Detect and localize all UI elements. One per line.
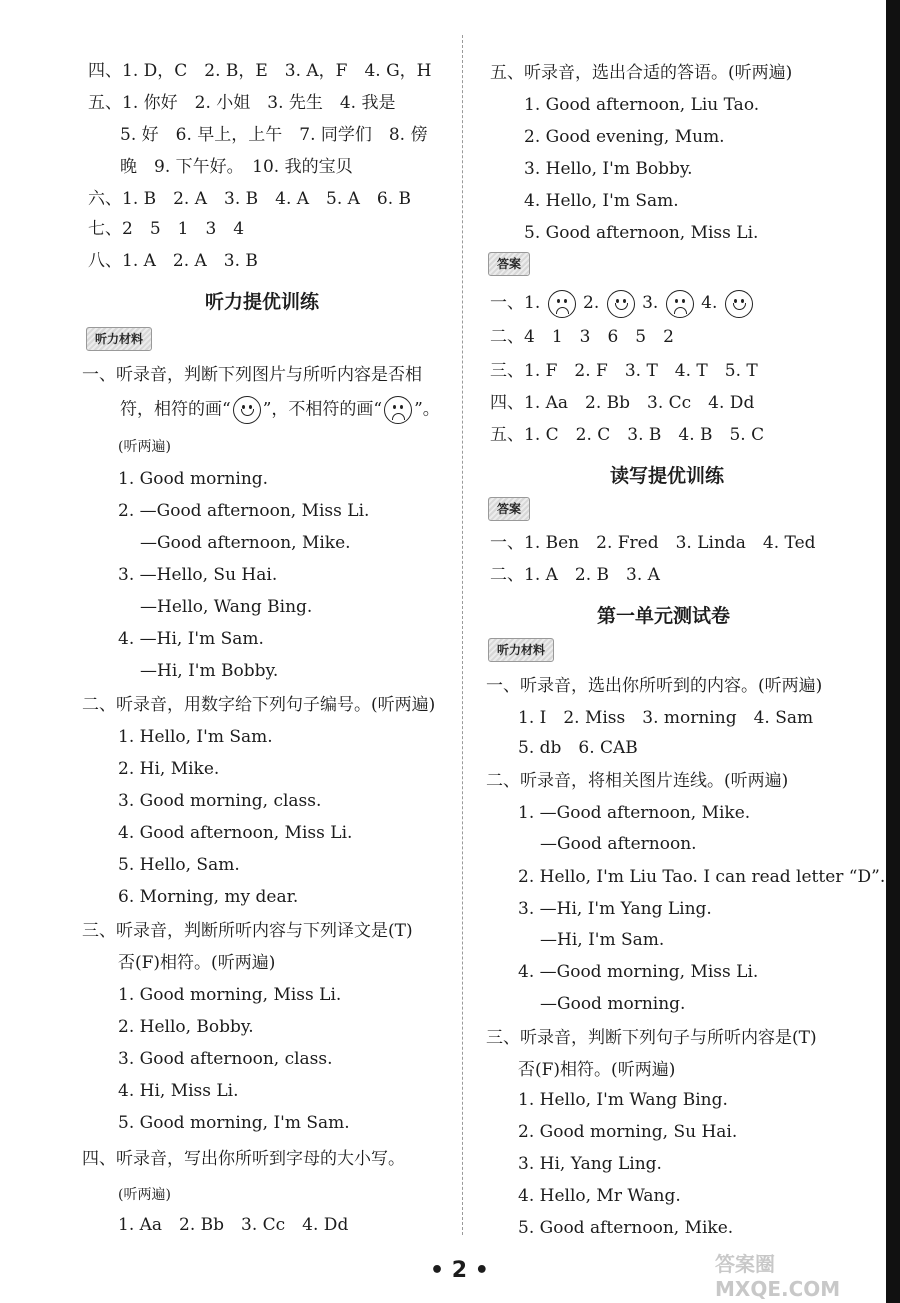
answer-prefix: 一、1.: [490, 293, 541, 313]
list-item: 1. Good afternoon, Liu Tao.: [524, 95, 760, 115]
question-title-line: 否(F)相符。(听两遍): [518, 1060, 676, 1080]
smiley-face-icon: [725, 290, 753, 318]
list-item: —Good afternoon, Mike.: [140, 533, 351, 553]
list-item: 2. Good morning, Su Hai.: [518, 1122, 738, 1142]
list-item: 1. Good morning, Miss Li.: [118, 985, 342, 1005]
list-item: 4. —Good morning, Miss Li.: [518, 962, 759, 982]
question-title: 五、听录音，选出合适的答语。(听两遍): [490, 63, 793, 83]
q1-text-b: ”，不相符的画“: [262, 399, 383, 420]
question-title-line: [120, 396, 440, 424]
answer-line: 五、1. C 2. C 3. B 4. B 5. C: [490, 425, 765, 445]
list-item: 3. Good morning, class.: [118, 791, 322, 811]
question-title: 三、听录音，判断所听内容与下列译文是(T): [82, 921, 413, 941]
list-item: 4. Hi, Miss Li.: [118, 1081, 239, 1101]
smiley-face-icon: [607, 290, 635, 318]
column-divider: [462, 35, 463, 1235]
answer-line: 二、4 1 3 6 5 2: [490, 327, 674, 347]
answer-line: 1. Aa 2. Bb 3. Cc 4. Dd: [118, 1215, 349, 1235]
answer-tag: 答案: [488, 497, 530, 521]
list-item: 4. —Hi, I'm Sam.: [118, 629, 264, 649]
list-item: 4. Good afternoon, Miss Li.: [118, 823, 353, 843]
answer-line: 七、2 5 1 3 4: [88, 219, 245, 239]
list-item: 5. Good afternoon, Miss Li.: [524, 223, 759, 243]
question-title-line: 否(F)相符。(听两遍): [118, 953, 276, 973]
face-answer-line: [490, 288, 755, 318]
list-item: 3. Hello, I'm Bobby.: [524, 159, 693, 179]
list-item: 1. Hello, I'm Sam.: [118, 727, 273, 747]
section-title: 第一单元测试卷: [597, 605, 731, 627]
answer-tag: 答案: [488, 252, 530, 276]
list-item: 5. Good morning, I'm Sam.: [118, 1113, 350, 1133]
list-item: 2. Good evening, Mum.: [524, 127, 725, 147]
listening-material-tag: 听力材料: [488, 638, 554, 662]
list-item: 2. Hi, Mike.: [118, 759, 220, 779]
smiley-face-icon: [233, 396, 261, 424]
listen-twice-note: (听两遍): [118, 1187, 171, 1203]
sad-face-icon: [666, 290, 694, 318]
listening-material-tag: 听力材料: [86, 327, 152, 351]
sad-face-icon: [548, 290, 576, 318]
list-item: 2. Hello, I'm Liu Tao. I can read letter “D”.: [518, 867, 886, 887]
list-item: 1. Good morning.: [118, 469, 269, 489]
question-title: 三、听录音，判断下列句子与所听内容是(T): [486, 1028, 817, 1048]
page-edge: [886, 0, 900, 1303]
question-title: 二、听录音，将相关图片连线。(听两遍): [486, 771, 789, 791]
answer-line: 一、1. Ben 2. Fred 3. Linda 4. Ted: [490, 533, 816, 553]
question-title: 一、听录音，选出你所听到的内容。(听两遍): [486, 676, 823, 696]
list-item: 2. —Good afternoon, Miss Li.: [118, 501, 370, 521]
q1-text-c: ”。: [414, 399, 440, 420]
answer-line: 四、1. Aa 2. Bb 3. Cc 4. Dd: [490, 393, 755, 413]
answer-label: 4.: [701, 293, 718, 313]
list-item: 3. —Hello, Su Hai.: [118, 565, 278, 585]
list-item: 2. Hello, Bobby.: [118, 1017, 254, 1037]
answer-line: 1. I 2. Miss 3. morning 4. Sam: [518, 708, 814, 728]
list-item: 6. Morning, my dear.: [118, 887, 299, 907]
list-item: —Hi, I'm Sam.: [540, 930, 665, 950]
answer-line: 晚 9. 下午好。 10. 我的宝贝: [120, 157, 353, 177]
answer-line: 5. db 6. CAB: [518, 738, 638, 758]
list-item: 4. Hello, Mr Wang.: [518, 1186, 681, 1206]
list-item: 1. Hello, I'm Wang Bing.: [518, 1090, 728, 1110]
question-title: 四、听录音，写出你所听到字母的大小写。: [82, 1149, 405, 1169]
list-item: —Hello, Wang Bing.: [140, 597, 313, 617]
section-title: 听力提优训练: [205, 291, 320, 313]
question-title: 一、听录音，判断下列图片与所听内容是否相: [82, 365, 422, 385]
list-item: —Hi, I'm Bobby.: [140, 661, 279, 681]
list-item: —Good morning.: [540, 994, 686, 1014]
answer-line: 四、1. D，C 2. B，E 3. A，F 4. G，H: [88, 61, 432, 81]
answer-line: 三、1. F 2. F 3. T 4. T 5. T: [490, 361, 758, 381]
watermark-logo: 答案圈 MXQE.COM: [715, 1252, 841, 1301]
question-title: 二、听录音，用数字给下列句子编号。(听两遍): [82, 695, 436, 715]
answer-line: 八、1. A 2. A 3. B: [88, 251, 258, 271]
page-number: • 2 •: [430, 1258, 489, 1283]
sad-face-icon: [384, 396, 412, 424]
list-item: 3. —Hi, I'm Yang Ling.: [518, 899, 712, 919]
list-item: 5. Good afternoon, Mike.: [518, 1218, 734, 1238]
answer-label: 3.: [642, 293, 659, 313]
answer-label: 2.: [583, 293, 600, 313]
answer-line: 六、1. B 2. A 3. B 4. A 5. A 6. B: [88, 189, 412, 209]
list-item: 4. Hello, I'm Sam.: [524, 191, 679, 211]
answer-line: 五、1. 你好 2. 小姐 3. 先生 4. 我是: [88, 93, 396, 113]
answer-line: 二、1. A 2. B 3. A: [490, 565, 660, 585]
q1-text-a: 符，相符的画“: [120, 399, 231, 420]
listen-twice-note: (听两遍): [118, 439, 171, 455]
list-item: 5. Hello, Sam.: [118, 855, 240, 875]
list-item: 3. Good afternoon, class.: [118, 1049, 333, 1069]
section-title: 读写提优训练: [610, 465, 725, 487]
list-item: —Good afternoon.: [540, 834, 697, 854]
list-item: 1. —Good afternoon, Mike.: [518, 803, 751, 823]
answer-line: 5. 好 6. 早上，上午 7. 同学们 8. 傍: [120, 125, 428, 145]
list-item: 3. Hi, Yang Ling.: [518, 1154, 662, 1174]
